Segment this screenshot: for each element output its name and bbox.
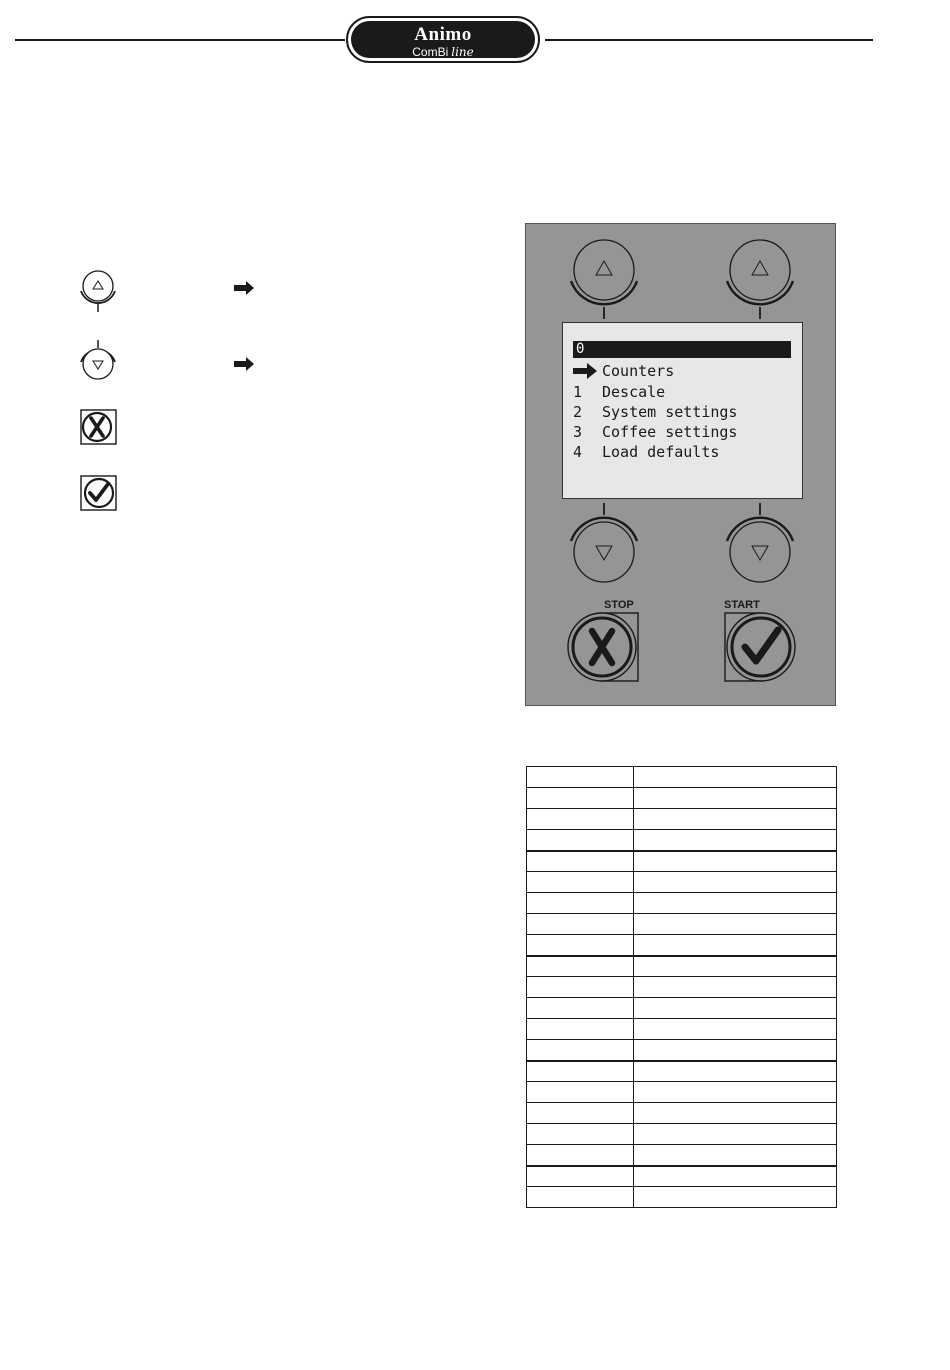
table-cell bbox=[527, 977, 634, 998]
table-row bbox=[527, 914, 837, 935]
table-row bbox=[527, 893, 837, 914]
table-cell bbox=[527, 956, 634, 977]
table-cell bbox=[634, 872, 837, 893]
table-cell bbox=[527, 1082, 634, 1103]
start-button[interactable] bbox=[723, 611, 799, 685]
table-cell bbox=[527, 809, 634, 830]
table-cell bbox=[634, 1019, 837, 1040]
table-row bbox=[527, 767, 837, 788]
table-cell bbox=[634, 956, 837, 977]
table-cell bbox=[527, 998, 634, 1019]
down-button-left[interactable] bbox=[570, 503, 640, 587]
settings-table bbox=[526, 766, 837, 1208]
menu-item[interactable]: 2 System settings bbox=[573, 403, 738, 421]
stop-button[interactable] bbox=[566, 611, 642, 685]
product-name bbox=[351, 45, 535, 59]
table-cell bbox=[527, 872, 634, 893]
table-cell bbox=[527, 1019, 634, 1040]
table-cell bbox=[634, 977, 837, 998]
table-cell bbox=[527, 830, 634, 851]
table-cell bbox=[634, 1124, 837, 1145]
table-cell bbox=[527, 1061, 634, 1082]
table-cell bbox=[634, 830, 837, 851]
down-button-right[interactable] bbox=[726, 503, 796, 587]
product-name-main: ComBi bbox=[412, 45, 449, 59]
stop-x-icon bbox=[80, 409, 118, 445]
header-rule-right bbox=[545, 39, 873, 41]
header-rule-left bbox=[15, 39, 345, 41]
table-cell bbox=[527, 1166, 634, 1187]
right-arrow-icon bbox=[234, 357, 256, 371]
table-cell bbox=[634, 914, 837, 935]
table-row bbox=[527, 1187, 837, 1208]
table-cell bbox=[527, 1187, 634, 1208]
up-button-icon bbox=[79, 268, 119, 314]
brand-name: Animo bbox=[414, 24, 472, 45]
start-check-icon bbox=[80, 475, 118, 511]
table-cell bbox=[634, 809, 837, 830]
stop-label: STOP bbox=[604, 599, 634, 611]
down-button-icon bbox=[79, 340, 119, 384]
up-button-left[interactable] bbox=[570, 237, 640, 323]
table-cell bbox=[527, 1124, 634, 1145]
lcd-header-value: 0 bbox=[576, 341, 585, 357]
table-cell bbox=[527, 914, 634, 935]
table-cell bbox=[634, 998, 837, 1019]
table-row bbox=[527, 1145, 837, 1166]
table-row bbox=[527, 788, 837, 809]
table-row bbox=[527, 809, 837, 830]
table-cell bbox=[634, 1061, 837, 1082]
start-label: START bbox=[724, 599, 760, 611]
control-panel bbox=[525, 223, 836, 706]
table-cell bbox=[527, 935, 634, 956]
table-cell bbox=[527, 767, 634, 788]
table-row bbox=[527, 977, 837, 998]
table-cell bbox=[527, 893, 634, 914]
menu-item[interactable]: 3 Coffee settings bbox=[573, 423, 738, 441]
up-button-right[interactable] bbox=[726, 237, 796, 323]
lcd-display bbox=[562, 322, 803, 499]
table-cell bbox=[634, 851, 837, 872]
table-row bbox=[527, 1103, 837, 1124]
table-cell bbox=[527, 851, 634, 872]
table-row bbox=[527, 872, 837, 893]
table-cell bbox=[527, 1103, 634, 1124]
table-cell bbox=[634, 767, 837, 788]
right-arrow-icon bbox=[234, 281, 256, 295]
product-name-script: line bbox=[451, 45, 474, 59]
table-cell bbox=[634, 935, 837, 956]
table-cell bbox=[634, 1103, 837, 1124]
table-row bbox=[527, 1019, 837, 1040]
table-row bbox=[527, 935, 837, 956]
table-cell bbox=[634, 1040, 837, 1061]
menu-item[interactable]: 4 Load defaults bbox=[573, 443, 720, 461]
selection-arrow-icon bbox=[573, 363, 599, 379]
menu-item-selected[interactable]: Counters bbox=[602, 362, 675, 380]
table-row bbox=[527, 830, 837, 851]
table-row bbox=[527, 1124, 837, 1145]
table-cell bbox=[634, 1082, 837, 1103]
table-cell bbox=[634, 1166, 837, 1187]
menu-item[interactable]: 1 Descale bbox=[573, 383, 666, 401]
table-row bbox=[527, 1082, 837, 1103]
table-cell bbox=[634, 1145, 837, 1166]
table-cell bbox=[634, 788, 837, 809]
lcd-header-bar bbox=[573, 341, 791, 358]
table-row bbox=[527, 1061, 837, 1082]
table-cell bbox=[634, 893, 837, 914]
table-cell bbox=[527, 788, 634, 809]
table-row bbox=[527, 956, 837, 977]
table-row bbox=[527, 851, 837, 872]
brand-logo bbox=[346, 16, 540, 63]
table-cell bbox=[527, 1040, 634, 1061]
table-row bbox=[527, 1166, 837, 1187]
table-row bbox=[527, 1040, 837, 1061]
table-cell bbox=[634, 1187, 837, 1208]
table-row bbox=[527, 998, 837, 1019]
table-cell bbox=[527, 1145, 634, 1166]
